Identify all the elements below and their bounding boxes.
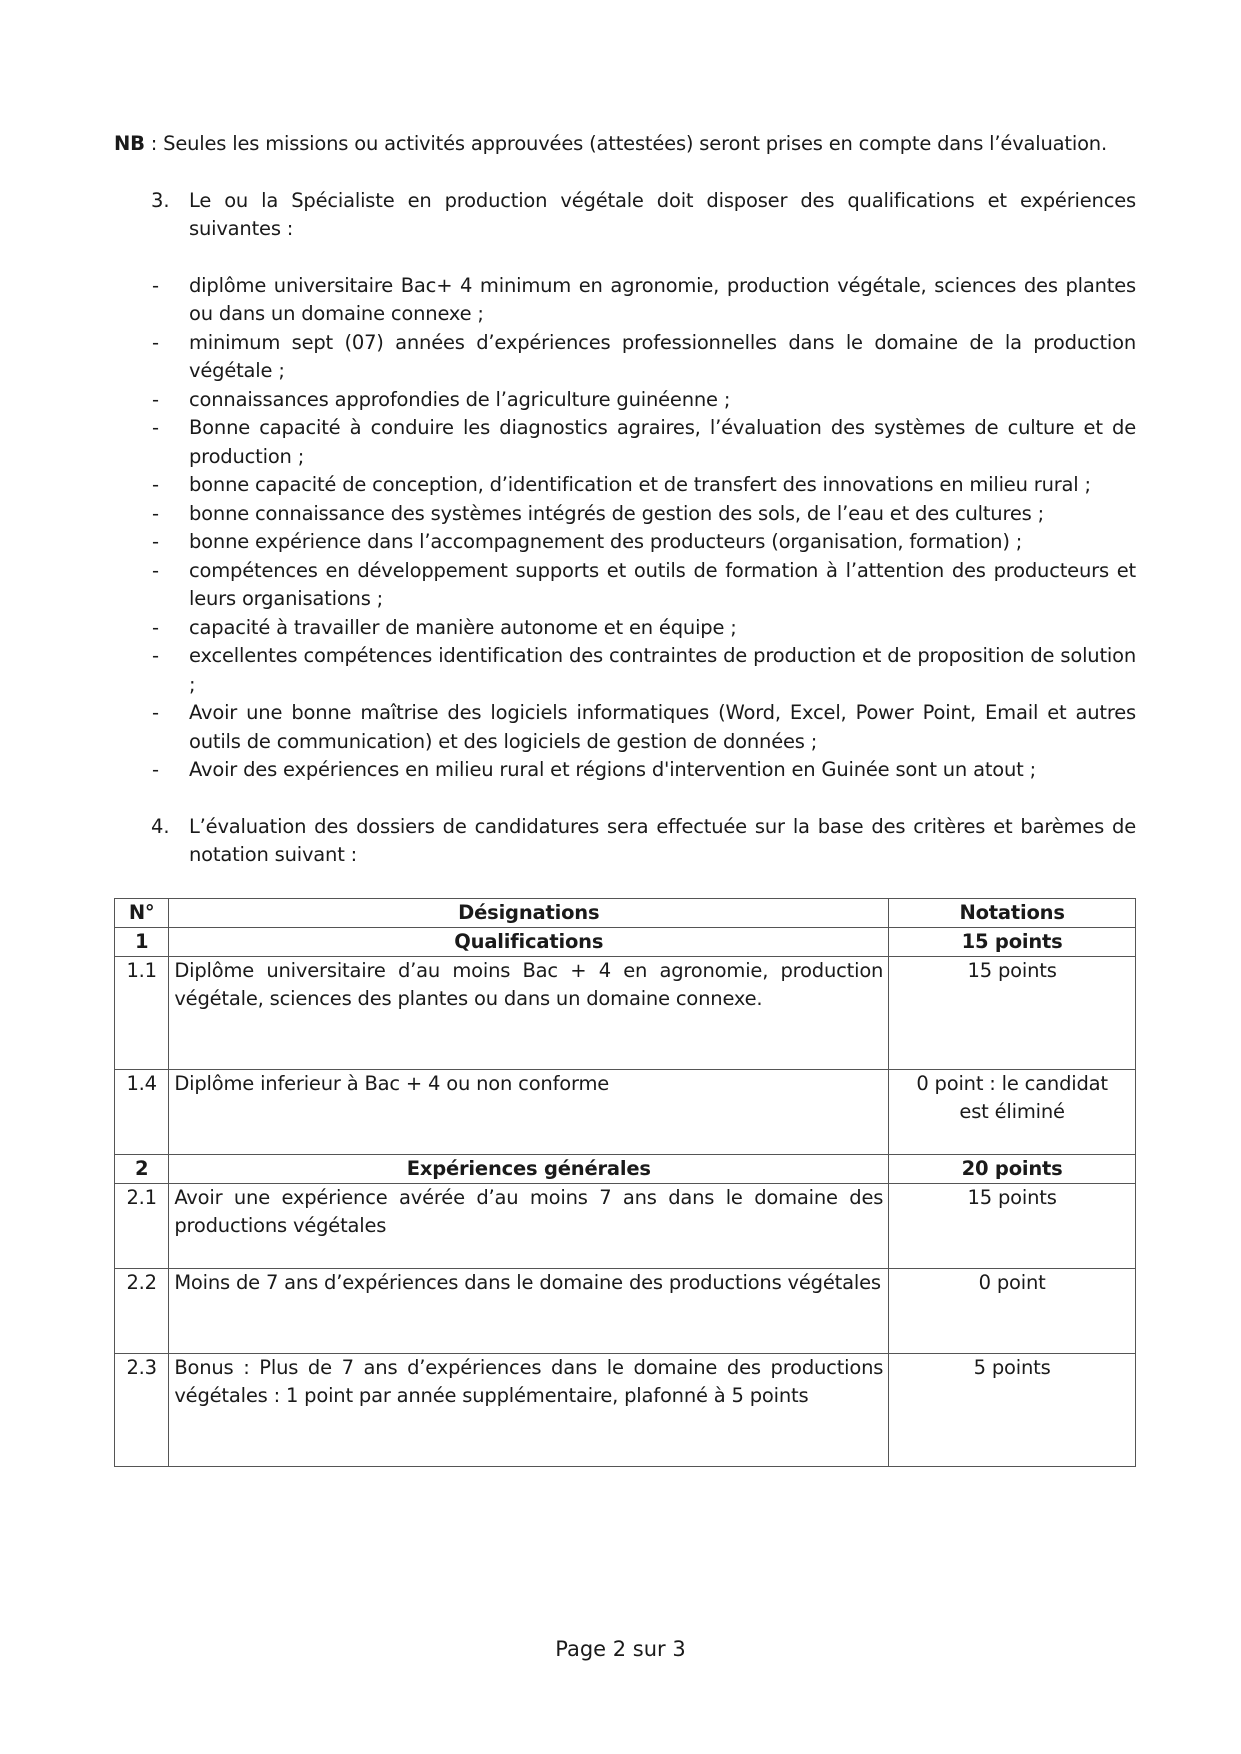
table-row [115,1353,1136,1466]
row-designation: Diplôme inferieur à Bac + 4 ou non conforme [169,1069,889,1154]
row-designation: Moins de 7 ans d’expériences dans le domaine des productions végétales [169,1268,889,1353]
table-row [115,956,1136,1069]
requirement-item: - diplôme universitaire Bac+ 4 minimum en agronomie, production végétale, sciences des plantes ou dans un domaine connexe ; [114,272,1136,329]
section-3-number: 3. [151,188,170,212]
bullet-dash: - [152,501,160,525]
row-designation: Qualifications [169,927,889,956]
page-footer: Page 2 sur 3 [555,1637,686,1661]
requirement-item: - Avoir une bonne maîtrise des logiciels informatiques (Word, Excel, Power Point, Email et autres outils de communication) et des logiciels de gestion de données ; [114,699,1136,756]
requirement-item: - capacité à travailler de manière autonome et en équipe ; [114,614,1136,643]
bullet-dash: - [152,644,160,667]
row-notation: 15 points [889,956,1136,1069]
row-number: 2.3 [115,1353,169,1466]
table-row [115,1268,1136,1353]
row-notation: 5 points [889,1353,1136,1466]
row-notation: 0 point : le candidat est éliminé [889,1069,1136,1154]
row-designation: Diplôme universitaire d’au moins Bac + 4 en agronomie, production végétale, sciences des plantes ou dans un domaine connexe. [169,956,889,1069]
header-designation: Désignations [169,898,889,927]
requirement-item: - minimum sept (07) années d’expériences professionnelles dans le domaine de la production végétale ; [114,329,1136,386]
requirement-item: - bonne connaissance des systèmes intégrés de gestion des sols, de l’eau et des cultures ; [114,500,1136,529]
requirements-list [114,272,1136,785]
row-number: 2.1 [115,1183,169,1268]
bullet-dash: - [152,387,160,411]
table-row [115,1069,1136,1154]
bullet-dash: - [152,416,160,439]
nb-label: NB [114,132,145,155]
requirement-item: - excellentes compétences identification des contraintes de production et de proposition de solution ; [114,642,1136,699]
requirement-item: - Avoir des expériences en milieu rural et régions d'intervention en Guinée sont un atout ; [114,756,1136,785]
row-notation: 15 points [889,1183,1136,1268]
requirement-item: - bonne expérience dans l’accompagnement des producteurs (organisation, formation) ; [114,528,1136,557]
table-section-row [115,1154,1136,1183]
section-4-number: 4. [151,814,170,838]
table-header-row [115,898,1136,927]
bullet-dash: - [152,273,160,297]
bullet-dash: - [152,473,160,496]
row-number: 1.1 [115,956,169,1069]
row-designation: Bonus : Plus de 7 ans d’expériences dans le domaine des productions végétales : 1 point par année supplémentaire, plafonné à 5 points [169,1353,889,1466]
row-number: 1 [115,927,169,956]
row-designation: Avoir une expérience avérée d’au moins 7 ans dans le domaine des productions végétales [169,1183,889,1268]
requirement-item: - connaissances approfondies de l’agriculture guinéenne ; [114,386,1136,415]
bullet-dash: - [152,615,160,639]
scoring-table [114,898,1136,1467]
section-4-text: L’évaluation des dossiers de candidatures sera effectuée sur la base des critères et barèmes de notation suivant : [189,814,1136,866]
row-number: 2.2 [115,1268,169,1353]
nb-paragraph [114,130,1136,159]
requirement-item: - bonne capacité de conception, d’identification et de transfert des innovations en milieu rural ; [114,471,1136,500]
row-notation: 0 point [889,1268,1136,1353]
section-3-intro [151,187,1136,244]
document-page [114,130,1136,1467]
bullet-dash: - [152,701,160,724]
row-notation: 20 points [889,1154,1136,1183]
section-3-text: Le ou la Spécialiste en production végétale doit disposer des qualifications et expériences suivantes : [189,188,1136,240]
bullet-dash: - [152,530,160,553]
section-4-intro [151,813,1136,870]
header-notation: Notations [889,898,1136,927]
requirement-item: - compétences en développement supports et outils de formation à l’attention des producteurs et leurs organisations ; [114,557,1136,614]
nb-text: : Seules les missions ou activités approuvées (attestées) seront prises en compte dans l’évaluation. [144,132,1107,155]
row-number: 2 [115,1154,169,1183]
bullet-dash: - [152,758,160,781]
table-row [115,1183,1136,1268]
row-designation: Expériences générales [169,1154,889,1183]
requirement-item: - Bonne capacité à conduire les diagnostics agraires, l’évaluation des systèmes de culture et de production ; [114,414,1136,471]
header-number: N° [115,898,169,927]
table-section-row [115,927,1136,956]
bullet-dash: - [152,558,160,582]
row-notation: 15 points [889,927,1136,956]
row-number: 1.4 [115,1069,169,1154]
bullet-dash: - [152,330,160,354]
